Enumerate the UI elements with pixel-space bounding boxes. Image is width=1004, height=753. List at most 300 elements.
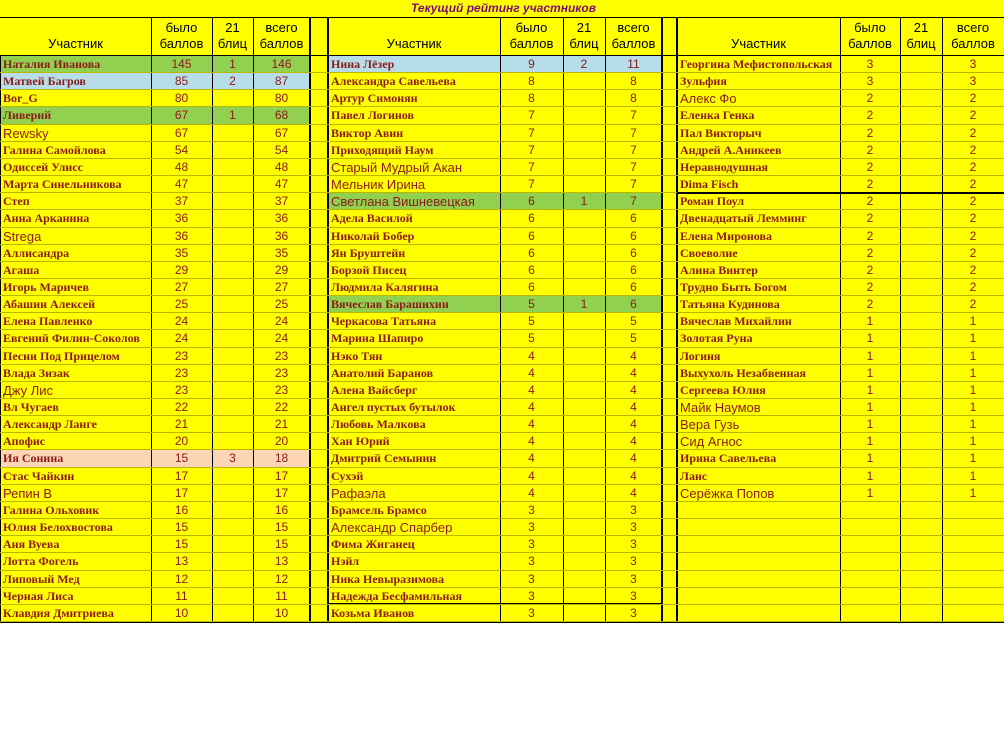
participant-name: Сергеева Юлия — [680, 382, 766, 397]
points-before: 3 — [528, 520, 535, 535]
points-before: 37 — [174, 194, 189, 209]
participant-name: Адела Василой — [331, 211, 413, 226]
points-total: 20 — [274, 434, 289, 449]
points-before: 48 — [174, 159, 189, 174]
points-total: 3 — [630, 588, 637, 603]
header-participant: Участник — [731, 36, 786, 51]
points-total: 4 — [630, 468, 637, 483]
blitz-points — [900, 279, 942, 296]
blitz-points — [563, 142, 605, 159]
grid-line — [0, 467, 1004, 468]
points-total: 23 — [274, 348, 289, 363]
participant-name: Майк Наумов — [680, 400, 761, 415]
points-total: 4 — [630, 451, 637, 466]
blitz-points — [212, 159, 253, 176]
participant-name: Аллисандра — [3, 245, 70, 260]
grid-line — [0, 17, 1004, 18]
points-total: 2 — [969, 262, 977, 277]
points-before: 80 — [174, 91, 189, 106]
participant-name: Своеволие — [680, 245, 738, 260]
grid-line — [900, 17, 901, 622]
blitz-points: 1 — [229, 57, 236, 71]
header-points-total-line2: баллов — [259, 36, 304, 51]
participant-name: Вячеслав Барашихин — [331, 297, 449, 312]
blitz-points — [900, 296, 942, 313]
grid-line — [0, 552, 1004, 553]
participant-name: Старый Мудрый Акан — [331, 159, 463, 175]
blitz-points — [563, 416, 605, 433]
blitz-points — [212, 365, 253, 382]
points-before: 5 — [528, 331, 535, 346]
blitz-points — [563, 176, 605, 193]
participant-name: Артур Симонян — [331, 91, 418, 106]
points-before: 15 — [174, 520, 189, 535]
grid-line — [0, 312, 1004, 313]
points-total: 2 — [969, 297, 977, 312]
blitz-points — [212, 553, 253, 570]
points-before: 23 — [174, 365, 189, 380]
blitz-points — [212, 605, 253, 622]
points-total: 4 — [630, 434, 637, 449]
points-before: 15 — [174, 537, 189, 552]
participant-name: Dima Fisch — [680, 177, 739, 192]
blitz-points — [563, 107, 605, 124]
participant-name: Нэко Тян — [331, 348, 383, 363]
points-total: 3 — [630, 502, 637, 517]
points-before: 1 — [866, 451, 874, 466]
blitz-points — [900, 90, 942, 107]
points-total: 3 — [630, 537, 637, 552]
points-total: 146 — [271, 57, 292, 71]
participant-name: Фима Жиганец — [331, 537, 415, 552]
blitz-points — [563, 553, 605, 570]
points-total: 54 — [274, 142, 289, 157]
participant-name: Юлия Белохвостова — [3, 520, 113, 535]
points-before: 1 — [866, 365, 874, 380]
points-before: 11 — [175, 588, 188, 603]
participant-name: Евгений Филин-Соколов — [3, 331, 140, 346]
points-total: 7 — [630, 125, 637, 140]
points-before: 35 — [174, 245, 189, 260]
grid-line — [0, 244, 1004, 245]
points-before: 2 — [866, 262, 874, 277]
grid-line — [151, 17, 152, 622]
blitz-points — [212, 125, 253, 142]
blitz-points: 2 — [229, 74, 236, 89]
points-before: 27 — [174, 279, 189, 294]
participant-name: Черкасова Татьяна — [331, 314, 437, 329]
blitz-points — [212, 245, 253, 262]
points-total: 37 — [274, 194, 289, 209]
blitz-points — [563, 433, 605, 450]
grid-line — [0, 381, 1004, 382]
blitz-points — [900, 365, 942, 382]
header-blitz-line1: 21 — [913, 20, 929, 35]
participant-name: Елена Миронова — [680, 228, 772, 243]
blitz-points — [563, 348, 605, 365]
blitz-points — [212, 228, 253, 245]
grid-line — [0, 570, 1004, 571]
blitz-points — [900, 56, 942, 73]
blitz-points — [900, 348, 942, 365]
blitz-points — [563, 90, 605, 107]
points-before: 4 — [528, 417, 535, 432]
grid-line — [0, 535, 1004, 536]
grid-line — [0, 106, 1004, 107]
grid-line — [212, 17, 213, 622]
grid-line — [0, 55, 1004, 56]
grid-line — [0, 398, 1004, 399]
points-before: 4 — [528, 468, 535, 483]
sheet-title: Текущий рейтинг участников — [411, 1, 596, 15]
header-points-total-line1: всего — [617, 20, 650, 35]
points-before: 25 — [174, 297, 189, 312]
participant-name: Вл Чугаев — [3, 400, 59, 414]
points-before: 4 — [528, 434, 535, 449]
points-before: 2 — [866, 142, 874, 157]
participant-name: Песни Под Прицелом — [3, 348, 120, 363]
grid-line — [605, 17, 606, 622]
participant-name: Ирина Савельева — [680, 451, 777, 466]
participant-name: Брамсель Брамсо — [331, 502, 427, 517]
participant-name: Ника Невыразимова — [331, 571, 445, 586]
points-before: 21 — [174, 417, 189, 432]
blitz-points: 1 — [580, 194, 588, 209]
participant-name: Ливерий — [3, 108, 52, 123]
points-total: 80 — [274, 91, 289, 106]
points-total: 12 — [274, 571, 289, 586]
participant-name: Приходящий Наум — [331, 142, 434, 157]
grid-line — [0, 175, 1004, 176]
blitz-points — [900, 450, 942, 467]
blitz-points: 1 — [580, 297, 588, 312]
participant-name: Анатолий Баранов — [331, 365, 434, 380]
blitz-points: 3 — [229, 451, 236, 466]
points-total: 15 — [274, 520, 289, 535]
points-total: 3 — [630, 554, 637, 569]
points-total: 7 — [630, 142, 637, 157]
points-total: 2 — [969, 159, 977, 174]
grid-line — [0, 89, 1004, 90]
participant-name: Алекс Фо — [680, 91, 737, 107]
blitz-points — [212, 468, 253, 485]
participant-name: Хан Юрий — [331, 434, 390, 449]
grid-line — [0, 604, 1004, 605]
participant-name: Аня Вуева — [3, 537, 60, 552]
points-before: 15 — [174, 451, 189, 466]
points-total: 6 — [630, 228, 637, 243]
participant-name: Абашин Алексей — [3, 297, 96, 312]
participant-name: Павел Логинов — [331, 108, 414, 123]
points-before: 3 — [866, 74, 874, 89]
blitz-points — [212, 176, 253, 193]
blitz-points — [563, 279, 605, 296]
grid-line — [0, 432, 1004, 433]
participant-name: Еленка Генка — [680, 108, 755, 123]
participant-name: Неравнодушная — [680, 159, 768, 174]
points-total: 11 — [275, 588, 288, 603]
points-before: 2 — [866, 297, 874, 312]
points-before: 7 — [528, 125, 535, 140]
points-before: 17 — [174, 468, 189, 483]
grid-line — [0, 518, 1004, 519]
points-before: 6 — [528, 228, 535, 243]
points-before: 1 — [866, 400, 874, 414]
header-points-total-line1: всего — [265, 20, 298, 35]
points-before: 22 — [174, 400, 189, 414]
blitz-points — [900, 142, 942, 159]
points-before: 3 — [528, 554, 535, 569]
blitz-points — [212, 382, 253, 399]
blitz-points — [900, 245, 942, 262]
blitz-points — [212, 348, 253, 365]
points-total: 1 — [969, 417, 977, 432]
header-points-before-line2: баллов — [848, 36, 892, 51]
participant-name: Rewsky — [3, 125, 49, 141]
points-total: 48 — [274, 159, 289, 174]
points-before: 3 — [528, 571, 535, 586]
participant-name: Александра Савельева — [331, 74, 456, 89]
points-before: 4 — [528, 451, 535, 466]
participant-name: Дмитрий Семынин — [331, 451, 437, 466]
points-total: 2 — [969, 228, 977, 243]
header-points-before-line1: было — [854, 20, 886, 35]
grid-line — [0, 587, 1004, 588]
participant-name: Светлана Вишневецкая — [331, 194, 475, 210]
points-before: 3 — [866, 57, 874, 71]
points-total: 27 — [274, 279, 289, 294]
participant-name: Марта Синельникова — [3, 177, 122, 192]
header-blitz-line1: 21 — [225, 20, 240, 35]
participant-name: Елена Павленко — [3, 314, 93, 329]
points-before: 5 — [528, 297, 535, 312]
blitz-points — [212, 193, 253, 210]
blitz-points — [900, 416, 942, 433]
participant-name: Липовый Мед — [3, 571, 80, 586]
points-total: 10 — [274, 605, 289, 620]
points-total: 2 — [969, 108, 977, 123]
participant-name: Агаша — [3, 262, 40, 277]
blitz-points — [900, 159, 942, 176]
header-points-before-line2: баллов — [509, 36, 554, 51]
points-total: 4 — [630, 365, 637, 380]
points-total: 4 — [630, 400, 637, 414]
grid-line — [0, 501, 1004, 502]
points-total: 2 — [969, 211, 977, 226]
points-before: 17 — [174, 485, 189, 500]
participant-name: Трудно Быть Богом — [680, 279, 787, 294]
header-participant: Участник — [48, 36, 103, 51]
points-total: 3 — [969, 57, 977, 71]
participant-name: Черная Лиса — [3, 588, 74, 603]
points-total: 1 — [969, 331, 977, 346]
blitz-points — [563, 468, 605, 485]
points-total: 23 — [274, 382, 289, 397]
participant-name: Рафаэла — [331, 485, 386, 501]
participant-name: Галина Ольховик — [3, 502, 100, 517]
points-total: 24 — [274, 331, 289, 346]
header-points-before-line1: было — [165, 20, 198, 35]
points-before: 3 — [528, 537, 535, 552]
participant-name: Bor_G — [3, 91, 38, 106]
blitz-points — [212, 502, 253, 519]
points-before: 2 — [866, 108, 874, 123]
participant-name: Лотта Фогель — [3, 554, 79, 569]
participant-name: Анна Арканина — [3, 211, 90, 226]
points-before: 12 — [174, 571, 189, 586]
blitz-points — [900, 176, 942, 193]
participant-name: Репин В — [3, 485, 53, 501]
points-total: 5 — [630, 314, 637, 329]
points-before: 67 — [174, 125, 189, 140]
points-total: 18 — [274, 451, 289, 466]
blitz-points — [212, 313, 253, 330]
header-points-total-line2: баллов — [951, 36, 995, 51]
points-before: 2 — [866, 194, 874, 209]
participant-name: Сид Агнос — [680, 434, 743, 450]
points-total: 11 — [627, 57, 640, 71]
points-before: 54 — [174, 142, 189, 157]
participant-name: Strega — [3, 228, 42, 244]
points-total: 3 — [630, 571, 637, 586]
points-total: 29 — [274, 262, 289, 277]
grid-line — [0, 72, 1004, 73]
header-blitz-line2: блиц — [217, 36, 248, 51]
blitz-points — [212, 416, 253, 433]
points-before: 1 — [866, 417, 874, 432]
participant-name: Ия Сонина — [3, 451, 64, 466]
blitz-points — [212, 519, 253, 536]
blitz-points — [563, 519, 605, 536]
blitz-points — [563, 450, 605, 467]
points-before: 24 — [174, 331, 189, 346]
points-before: 23 — [174, 348, 189, 363]
points-before: 4 — [528, 382, 535, 397]
blitz-points — [563, 228, 605, 245]
blitz-points — [900, 107, 942, 124]
blitz-points — [212, 262, 253, 279]
participant-name: Андрей А.Аникеев — [680, 142, 782, 157]
grid-line — [327, 17, 329, 622]
header-points-before-line1: было — [515, 20, 548, 35]
points-before: 2 — [866, 211, 874, 226]
header-participant: Участник — [386, 36, 442, 51]
grid-line — [0, 364, 1004, 365]
participant-name: Нэйл — [331, 554, 360, 569]
blitz-points — [563, 159, 605, 176]
points-total: 6 — [630, 279, 637, 294]
blitz-points — [563, 502, 605, 519]
participant-name: Влада Зизак — [3, 365, 70, 380]
blitz-points — [563, 262, 605, 279]
participant-name: Борзой Писец — [331, 262, 407, 277]
grid-line — [500, 17, 501, 622]
participant-name: Одиссей Улисс — [3, 159, 83, 174]
grid-line — [0, 415, 1004, 416]
blitz-points — [212, 588, 253, 605]
points-before: 4 — [528, 400, 535, 414]
header-blitz-line2: блиц — [569, 36, 599, 51]
blitz-points — [900, 73, 942, 90]
blitz-points — [900, 228, 942, 245]
points-total: 1 — [969, 348, 977, 363]
grid-line — [677, 192, 1004, 194]
blitz-points — [563, 330, 605, 347]
points-before: 6 — [528, 245, 535, 260]
points-before: 4 — [528, 348, 535, 363]
points-total: 68 — [274, 108, 289, 123]
points-total: 1 — [969, 382, 977, 397]
grid-line — [0, 347, 1004, 348]
participant-name: Галина Самойлова — [3, 142, 106, 157]
points-total: 3 — [630, 520, 637, 535]
blitz-points — [212, 210, 253, 227]
points-before: 13 — [174, 554, 189, 569]
participant-name: Татьяна Кудинова — [680, 297, 780, 312]
participant-name: Ян Бруштейн — [331, 245, 406, 260]
blitz-points — [563, 399, 605, 416]
blitz-points — [900, 485, 942, 502]
points-before: 1 — [866, 468, 874, 483]
participant-name: Вера Гузь — [680, 417, 740, 433]
points-before: 20 — [174, 434, 189, 449]
participant-name: Степ — [3, 194, 30, 209]
grid-line — [0, 484, 1004, 485]
points-total: 36 — [274, 228, 289, 243]
participant-name: Двенадцатый Лемминг — [680, 211, 807, 226]
blitz-points — [563, 245, 605, 262]
participant-name: Логиня — [680, 348, 721, 363]
points-total: 7 — [630, 177, 637, 192]
blitz-points — [212, 536, 253, 553]
points-total: 6 — [630, 211, 637, 226]
points-total: 2 — [969, 91, 977, 106]
points-total: 1 — [969, 468, 977, 483]
points-total: 4 — [630, 485, 637, 500]
points-total: 4 — [630, 382, 637, 397]
points-total: 16 — [274, 502, 289, 517]
participant-name: Клавдия Дмитриева — [3, 605, 114, 620]
participant-name: Любовь Малкова — [331, 417, 426, 432]
points-before: 2 — [866, 125, 874, 140]
participant-name: Марина Шапиро — [331, 331, 424, 346]
header-blitz-line2: блиц — [906, 36, 936, 51]
points-before: 1 — [866, 331, 874, 346]
points-total: 15 — [274, 537, 289, 552]
points-total: 13 — [274, 554, 289, 569]
blitz-points — [900, 399, 942, 416]
grid-line — [661, 17, 663, 622]
participant-name: Зульфия — [680, 74, 727, 89]
blitz-points — [563, 125, 605, 142]
points-total: 2 — [969, 194, 977, 209]
points-total: 24 — [274, 314, 289, 329]
grid-line — [0, 158, 1004, 159]
points-before: 85 — [174, 74, 189, 89]
grid-line — [840, 17, 841, 622]
grid-line — [0, 329, 1004, 330]
points-total: 87 — [274, 74, 289, 89]
points-before: 8 — [528, 74, 535, 89]
blitz-points — [212, 433, 253, 450]
grid-line — [0, 278, 1004, 279]
blitz-points — [212, 279, 253, 296]
points-before: 29 — [174, 262, 189, 277]
blitz-points — [900, 262, 942, 279]
blitz-points: 1 — [229, 108, 236, 123]
participant-name: Алина Винтер — [680, 262, 758, 277]
participant-name: Наталия Иванова — [3, 57, 101, 71]
